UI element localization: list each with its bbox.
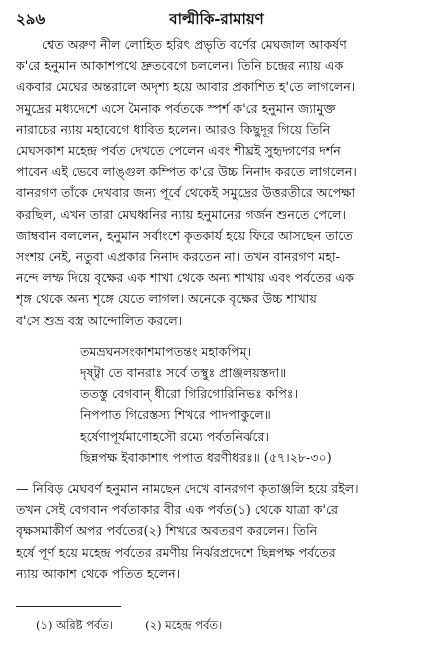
text-line: বানরগণ তাঁকে দেখবার জন্য পূর্বে থেকেই সমুদ্রের উত্তরতীরে অপেক্ষা <box>16 185 356 201</box>
text-line: ক'রে হনুমান আকাশপথে দ্রুতবেগে চললেন। তিনি চন্দ্রের ন্যায় এক <box>16 58 344 74</box>
text-line: হর্ষে পূর্ণ হয়ে মহেন্দ্র পর্বতের রমণীয় নির্ঝরপ্রদেশে ছিন্নপক্ষ পর্বতের <box>16 544 336 560</box>
paragraph-2 <box>16 478 417 584</box>
text-line: সমুদ্রের মধ্যদেশে এসে মৈনাক পর্বতকে স্পর্শ ক'রে হনুমান জ্যামুক্ত <box>16 100 336 116</box>
text-line: — নিবিড় মেঘবর্ণ হনুমান নামছেন দেখে বানরগণ কৃতাঞ্জলি হয়ে রইল। <box>16 481 359 497</box>
verse-line: ততস্তু বেগবান্ ধীরো গিরিগোরিনিভঃ কপিঃ। <box>80 386 299 402</box>
text-line: পাবেন এই ভেবে লাঙ্গুল কম্পিত ক'রে উচ্চ নিনাদ করতে লাগলেন। <box>16 164 357 180</box>
footnote-divider <box>16 606 121 607</box>
text-line: বৃক্ষসমাকীর্ণ অপর পর্বতের(২) শিখরে অবতরণ করলেন। তিনি <box>16 523 318 539</box>
verse-line: দৃষ্ট্বা তে বানরাঃ সর্বে তস্থুঃ প্রাঞ্জলয়স্তদা॥ <box>80 365 287 381</box>
page-number: ২৯৬ <box>16 10 46 28</box>
text-line: জাম্ববান বললেন, হনুমান সর্বাংশে কৃতকার্য হয়ে ফিরে আসছেন তাতে <box>16 227 353 243</box>
sanskrit-verse <box>80 341 417 468</box>
page-header <box>16 8 417 30</box>
footnotes <box>16 617 417 636</box>
text-line: একবার মেঘের অন্তরালে অদৃশ্য হয়ে আবার প্রকাশিত হ'তে লাগলেন। <box>16 79 356 95</box>
verse-line: নিপপাত গিরেস্তস্য শিখরে পাদপাকুলে॥ <box>80 407 271 423</box>
footnote: (২) মহেন্দ্র পর্বত। <box>145 618 223 633</box>
verse-line: ছিন্নপক্ষ ইবাকাশাৎ পপাত ধরণীধরঃ॥ (৫৭।২৮-৩০) <box>80 449 332 465</box>
text-line: শ্বেত অরুণ নীল লোহিত হরিৎ প্রভৃতি বর্ণের মেঘজাল আকর্ষণ <box>42 37 347 52</box>
text-line: তখন সেই বেগবান পর্বতাকার বীর এক পর্বত(১) থেকে যাত্রা ক'রে <box>16 502 339 518</box>
text-line: ন্যায় আকাশ থেকে পতিত হলেন। <box>16 565 181 581</box>
text-line: করছিল, এখন তারা মেঘধ্বনির ন্যায় হনুমানের গর্জন শুনতে পেলে। <box>16 206 346 222</box>
text-line: ব'সে শুভ্র বস্ত্র আন্দোলিত করলে। <box>16 312 183 328</box>
running-title: বাল্মীকি-রামায়ণ <box>169 10 264 28</box>
text-line: নন্দে লম্ফ দিয়ে বৃক্ষের এক শাখা থেকে অন্য শাখায় এবং পর্বতের এক <box>16 270 355 286</box>
footnote: (১) অরিষ্ট পর্বত। <box>36 618 114 633</box>
verse-line: হর্ষেণাপূর্যমাণোহসৌ রম্যে পর্বতনির্ঝরে। <box>80 428 270 444</box>
text-line: মেঘসকাশ মহেন্দ্র পর্বত দেখতে পেলেন এবং শীঘ্রই সুহৃদ্গণের দর্শন <box>16 143 341 159</box>
text-line: নারাচের ন্যায় মহাবেগে ধাবিত হলেন। আরও কিছুদূর গিয়ে তিনি <box>16 121 331 137</box>
paragraph-1 <box>16 34 417 331</box>
verse-line: তমভ্রঘনসংকাশমাপতন্তং মহাকপিম্। <box>80 343 252 359</box>
text-line: শৃঙ্গ থেকে অন্য শৃঙ্গে যেতে লাগল। অনেকে বৃক্ষের উচ্চ শাখায় <box>16 291 317 307</box>
text-line: সংশয় নেই, নতুবা এপ্রকার নিনাদ করতেন না। তখন বানরগণ মহা- <box>16 249 340 265</box>
